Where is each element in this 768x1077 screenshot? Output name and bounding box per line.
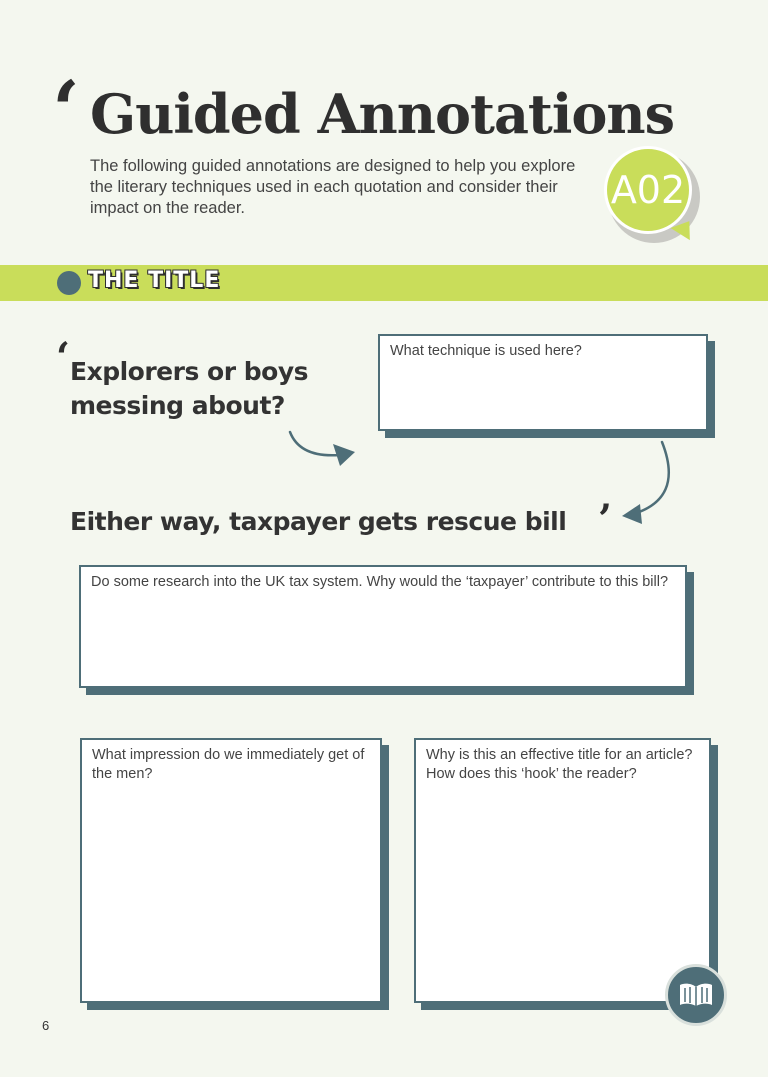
intro-paragraph: The following guided annotations are designed to help you explore the literary techniques used in each quotation and consider their impact on the reader.: [90, 157, 576, 217]
quote-line-1: Explorers or boys: [70, 357, 308, 386]
arrow-curve-right: [630, 442, 669, 515]
impression-answer-box[interactable]: [80, 738, 382, 1003]
technique-prompt: What technique is used here?: [390, 343, 582, 359]
arrow-curve-left: [290, 432, 340, 455]
book-button[interactable]: [665, 964, 727, 1026]
quote-close-mark: ’: [598, 496, 612, 543]
page-number: 6: [42, 1018, 50, 1033]
page-title: Guided Annotations: [90, 82, 675, 146]
technique-answer-box[interactable]: [378, 334, 708, 431]
quote-headline: [70, 355, 308, 423]
arrow-head-left: [333, 444, 355, 466]
section-bullet-dot: [57, 271, 81, 295]
section-title: THE TITLE: [88, 268, 221, 293]
quote-open-mark: ‘: [56, 334, 70, 381]
research-answer-box[interactable]: [79, 565, 687, 688]
effective-prompt: Why is this an effective title for an article? How does this ‘hook’ the reader?: [426, 747, 693, 782]
impression-prompt: What impression do we immediately get of the men?: [92, 747, 365, 782]
title-open-quote: ‘: [52, 63, 80, 157]
quote-line-2: messing about?: [70, 391, 285, 420]
arrow-head-right: [622, 504, 642, 524]
quote-subheadline: Either way, taxpayer gets rescue bill: [70, 507, 567, 536]
effective-answer-box[interactable]: [414, 738, 711, 1003]
research-prompt: Do some research into the UK tax system. Why would the ‘taxpayer’ contribute to this bill?: [91, 574, 669, 590]
open-book-icon: [678, 982, 714, 1008]
assessment-objective-badge: A02: [604, 146, 692, 234]
